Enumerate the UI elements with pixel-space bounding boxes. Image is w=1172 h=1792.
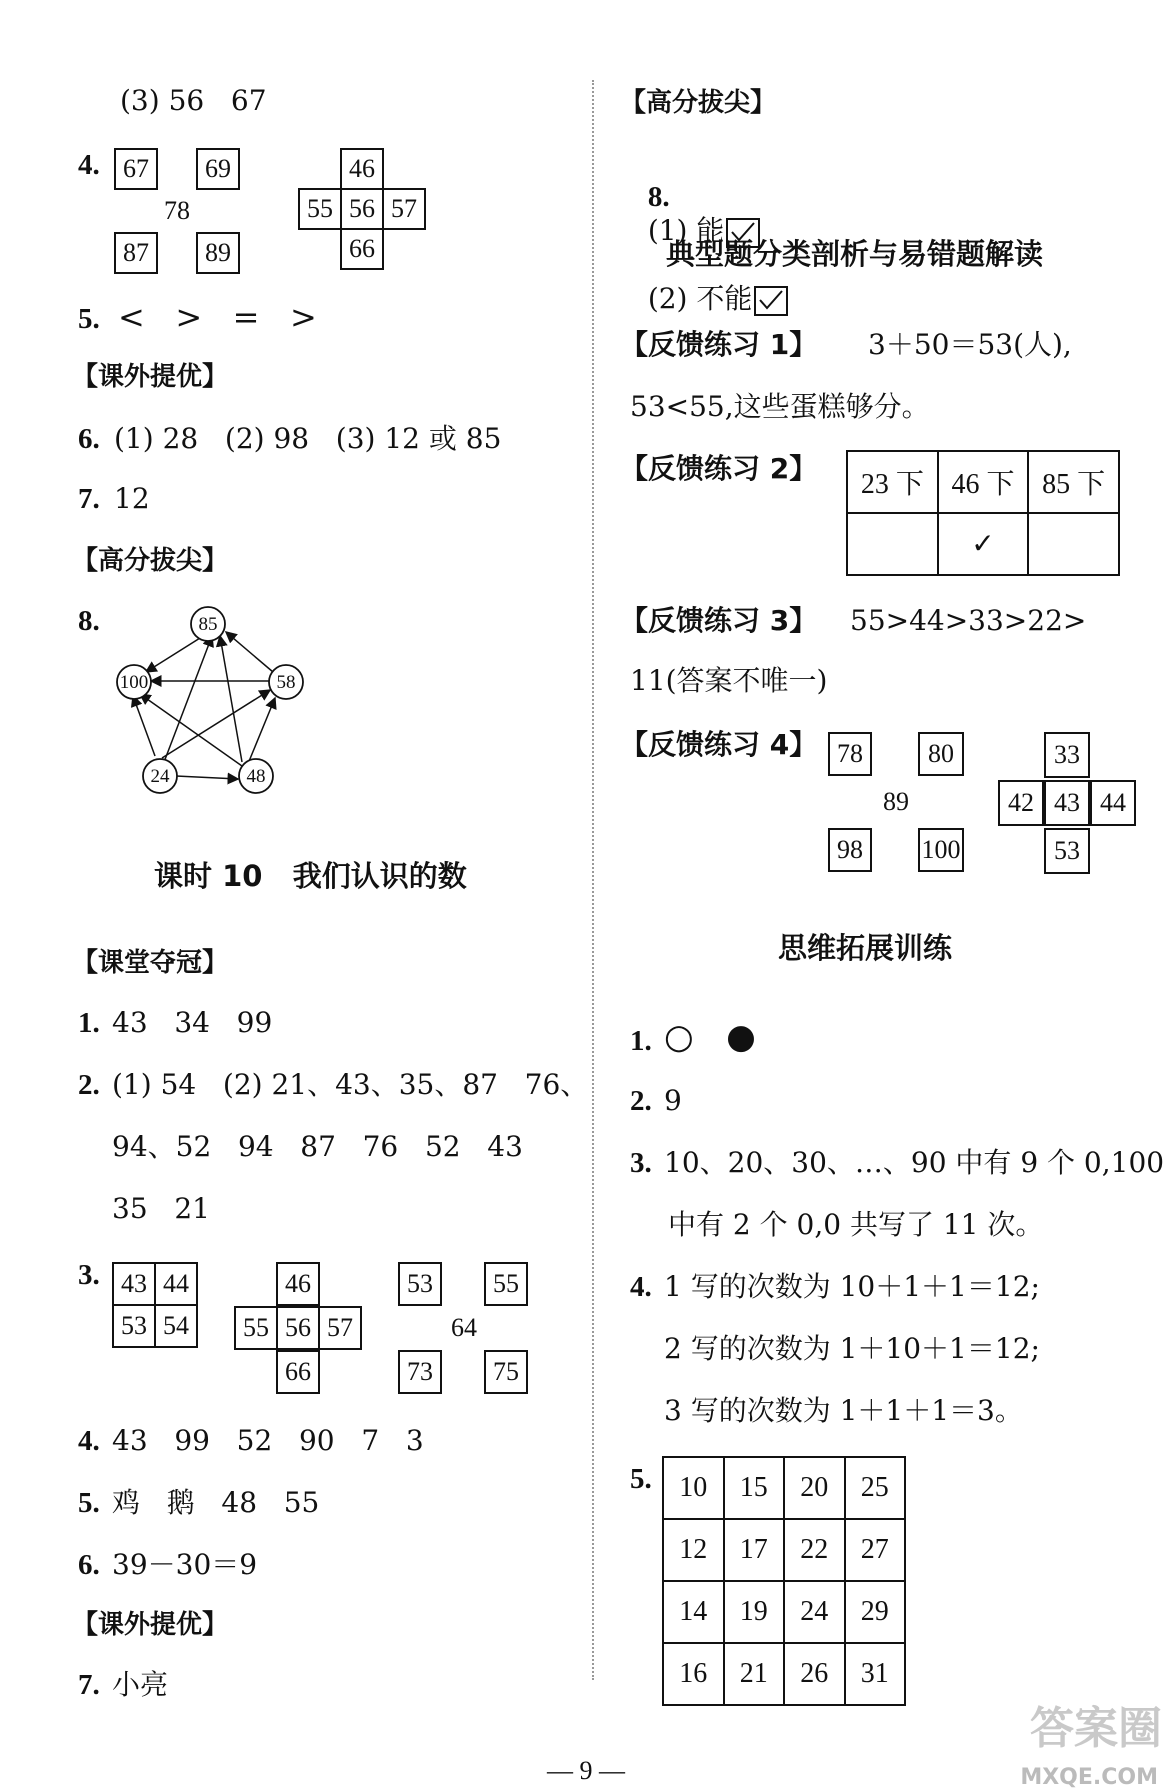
b2-number: 2.: [78, 1069, 100, 1101]
t2-number: 2.: [630, 1085, 652, 1117]
column-divider: [592, 80, 594, 1680]
grid-cell: 73: [398, 1350, 442, 1394]
q6-answer: (1) 28 (2) 98 (3) 12 或 85: [114, 422, 502, 455]
grid-cell: 67: [114, 148, 158, 190]
section-kewai: 【课外提优】: [72, 362, 229, 392]
grid-cell: 15: [724, 1457, 785, 1519]
section-kewai-2: 【课外提优】: [72, 1610, 229, 1640]
table-cell-check: ✓: [938, 513, 1029, 575]
arrow-24-to-100: [133, 696, 155, 756]
r8-part2: (2) 不能: [647, 282, 753, 315]
check-mark-icon: [756, 288, 784, 312]
grid-cell: 29: [845, 1581, 906, 1643]
b5-number: 5.: [78, 1487, 100, 1519]
table-header-cell: 85 下: [1028, 451, 1119, 513]
grid-cell: 66: [276, 1350, 320, 1394]
feedback-1-text: 3＋50＝53(人),: [868, 328, 1072, 361]
q3-part3-answer: (3) 56 67: [120, 84, 267, 117]
t4-line3: 3 写的次数为 1＋1＋1＝3。: [664, 1394, 1023, 1427]
grid-cell: 42: [998, 780, 1044, 826]
arrow-48-to-85: [220, 636, 242, 762]
grid-cell: 80: [918, 732, 964, 776]
grid-cell: 100: [918, 828, 964, 872]
b6-number: 6.: [78, 1549, 100, 1581]
training-title: 思维拓展训练: [778, 931, 953, 965]
grid-cell: 89: [883, 787, 909, 816]
number-star-diagram: [100, 596, 320, 796]
grid-cell: 16: [663, 1643, 724, 1705]
grid-cell: 53: [112, 1304, 156, 1348]
grid-cell: 78: [828, 732, 872, 776]
grid-cell: 33: [1044, 732, 1090, 778]
lesson-title: 课时 10 我们认识的数: [154, 859, 467, 893]
q5-answer: < > = >: [118, 298, 317, 336]
b2-line3: 35 21: [112, 1192, 210, 1225]
grid-cell: 25: [845, 1457, 906, 1519]
grid-cell: 46: [276, 1262, 320, 1306]
grid-cell: 56: [276, 1306, 320, 1350]
t1-answer: ○ ●: [664, 1017, 756, 1057]
grid-cell: 44: [1090, 780, 1136, 826]
t4-line2: 2 写的次数为 1＋10＋1＝12;: [664, 1332, 1040, 1365]
grid-cell: 55: [234, 1306, 278, 1350]
grid-cell: 56: [340, 188, 384, 230]
grid-cell: 57: [318, 1306, 362, 1350]
arrow-58-to-85: [226, 632, 273, 672]
grid-cell: 69: [196, 148, 240, 190]
grid-cell: 54: [154, 1304, 198, 1348]
grid-cell: 64: [451, 1313, 477, 1342]
feedback-1-line2: 53<55,这些蛋糕够分。: [630, 390, 930, 423]
grid-cell: 98: [828, 828, 872, 872]
section-gaofen-right: 【高分拔尖】: [620, 88, 777, 118]
grid-cell: 78: [164, 196, 190, 225]
feedback-3-line2: 11(答案不唯一): [630, 664, 828, 697]
watermark-url: MXQE.COM: [1020, 1765, 1158, 1790]
grid-cell: 31: [845, 1643, 906, 1705]
grid-cell: 89: [196, 232, 240, 274]
grid-cell: 53: [398, 1262, 442, 1306]
grid-cell: 12: [663, 1519, 724, 1581]
table-cell: [847, 513, 938, 575]
q4-number: 4.: [78, 149, 100, 181]
q7-number: 7.: [78, 483, 100, 515]
b6-answer: 39－30＝9: [112, 1548, 258, 1581]
b1-answer: 43 34 99: [112, 1006, 273, 1039]
b1-number: 1.: [78, 1007, 100, 1039]
arrow-24-to-85: [161, 636, 212, 770]
grid-cell: 53: [1044, 828, 1090, 874]
grid-cell: 43: [112, 1262, 156, 1306]
q5-number: 5.: [78, 303, 100, 335]
b2-line1: (1) 54 (2) 21、43、35、87 76、: [112, 1068, 589, 1101]
grid-cell: 44: [154, 1262, 198, 1306]
table-header-cell: 23 下: [847, 451, 938, 513]
node-24: 24: [150, 766, 170, 787]
feedback-3-text: 55>44>33>22>: [850, 604, 1087, 637]
grid-cell: 57: [382, 188, 426, 230]
r8-part1: (1) 能: [647, 214, 725, 247]
section-ketang: 【课堂夺冠】: [72, 948, 229, 978]
t3-line2: 中有 2 个 0,0 共写了 11 次。: [668, 1208, 1044, 1241]
node-85: 85: [198, 614, 218, 635]
b7-answer: 小亮: [112, 1668, 169, 1701]
feedback-4-label: 【反馈练习 4】: [620, 728, 818, 761]
t4-line1: 1 写的次数为 10＋1＋1＝12;: [664, 1270, 1040, 1303]
grid-cell: 26: [784, 1643, 845, 1705]
feedback-3-label: 【反馈练习 3】: [620, 604, 818, 637]
b2-line2: 94、52 94 87 76 52 43: [112, 1130, 523, 1163]
t1-number: 1.: [630, 1025, 652, 1057]
grid-cell: 66: [340, 228, 384, 270]
grid-cell: 55: [298, 188, 342, 230]
grid-cell: 21: [724, 1643, 785, 1705]
grid-cell: 22: [784, 1519, 845, 1581]
grid-cell: 19: [724, 1581, 785, 1643]
r8-number: 8.: [647, 181, 670, 213]
grid-cell: 87: [114, 232, 158, 274]
grid-cell: 55: [484, 1262, 528, 1306]
grid-cell: 10: [663, 1457, 724, 1519]
grid-cell: 46: [340, 148, 384, 190]
t5-number: 5.: [630, 1463, 652, 1495]
section-gaofen: 【高分拔尖】: [72, 546, 229, 576]
analysis-title: 典型题分类剖析与易错题解读: [666, 237, 1044, 271]
t5-number-grid: [662, 1456, 906, 1706]
b4-answer: 43 99 52 90 7 3: [112, 1424, 424, 1457]
q8-number: 8.: [78, 605, 100, 637]
b4-number: 4.: [78, 1425, 100, 1457]
page-number: — 9 —: [547, 1756, 625, 1785]
grid-cell: 20: [784, 1457, 845, 1519]
grid-cell: 24: [784, 1581, 845, 1643]
t3-line1: 10、20、30、…、90 中有 9 个 0,100: [664, 1146, 1165, 1179]
node-100: 100: [119, 672, 149, 693]
check-box: [754, 286, 788, 316]
grid-cell: 17: [724, 1519, 785, 1581]
feedback-2-label: 【反馈练习 2】: [620, 452, 818, 485]
grid-cell: 27: [845, 1519, 906, 1581]
b7-number: 7.: [78, 1669, 100, 1701]
grid-cell: 43: [1044, 780, 1090, 826]
table-header-cell: 46 下: [938, 451, 1029, 513]
t3-number: 3.: [630, 1147, 652, 1179]
table-cell: [1028, 513, 1119, 575]
watermark-logo: 答案圈: [1030, 1703, 1162, 1754]
grid-cell: 14: [663, 1581, 724, 1643]
q6-number: 6.: [78, 423, 100, 455]
b5-answer: 鸡 鹅 48 55: [112, 1486, 320, 1519]
node-58: 58: [276, 672, 296, 693]
grid-cell: 75: [484, 1350, 528, 1394]
feedback-2-table: [846, 450, 1120, 576]
node-48: 48: [246, 766, 266, 787]
t2-answer: 9: [664, 1084, 682, 1117]
arrow-24-to-48: [176, 776, 238, 779]
q7-answer: 12: [114, 482, 150, 515]
r8-row: [630, 146, 788, 316]
t4-number: 4.: [630, 1271, 652, 1303]
feedback-1-label: 【反馈练习 1】: [620, 328, 818, 361]
b3-number: 3.: [78, 1259, 100, 1291]
